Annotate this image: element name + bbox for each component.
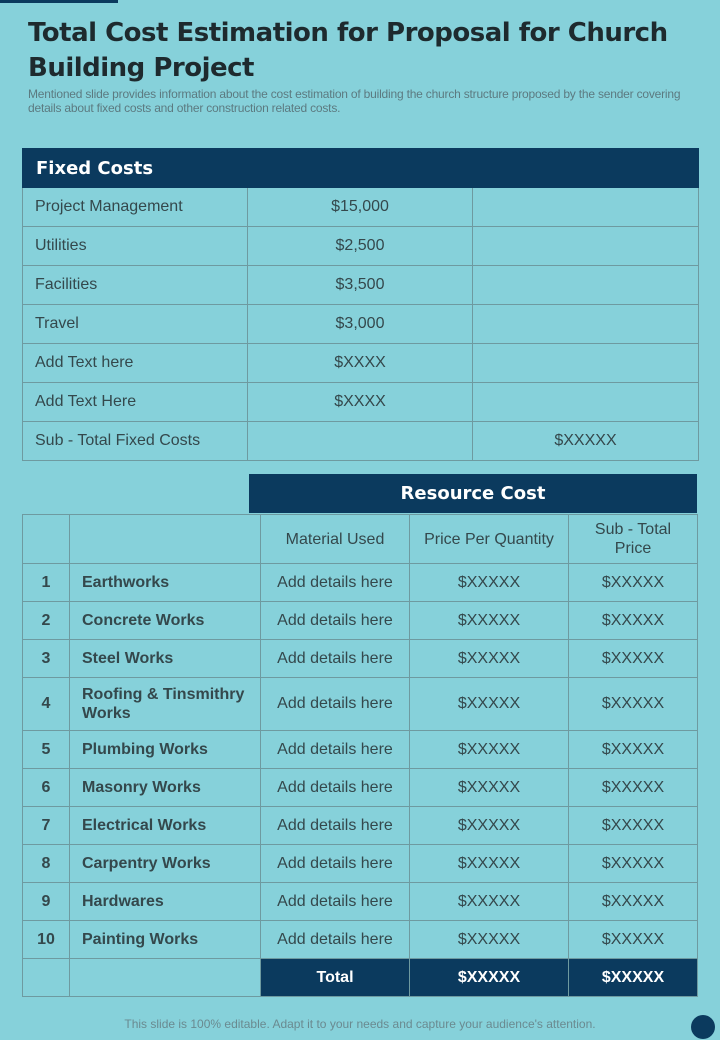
fixed-cost-amount: $2,500 (248, 227, 473, 266)
fixed-cost-label: Utilities (23, 227, 248, 266)
table-row (23, 266, 699, 305)
work-name: Plumbing Works (70, 731, 261, 769)
fixed-cost-subtotal (473, 305, 699, 344)
table-row (23, 769, 698, 807)
row-number: 10 (23, 921, 70, 959)
row-number: 3 (23, 640, 70, 678)
material-used: Add details here (261, 807, 410, 845)
table-row (23, 602, 698, 640)
row-number: 9 (23, 883, 70, 921)
sub-total-price: $XXXXX (569, 845, 698, 883)
price-per-quantity: $XXXXX (410, 769, 569, 807)
resource-cost-table (22, 514, 698, 997)
empty-cell (70, 959, 261, 997)
table-row (23, 731, 698, 769)
fixed-cost-label: Project Management (23, 188, 248, 227)
work-name: Steel Works (70, 640, 261, 678)
table-row (23, 883, 698, 921)
sub-total-price: $XXXXX (569, 602, 698, 640)
row-number: 2 (23, 602, 70, 640)
row-number: 5 (23, 731, 70, 769)
fixed-cost-amount: $3,500 (248, 266, 473, 305)
work-name: Masonry Works (70, 769, 261, 807)
table-row (23, 678, 698, 731)
price-per-quantity: $XXXXX (410, 807, 569, 845)
page-title: Total Cost Estimation for Proposal for Church Building Project (28, 18, 668, 83)
sub-total-price: $XXXXX (569, 678, 698, 731)
fixed-cost-amount: $XXXX (248, 344, 473, 383)
sub-total-price: $XXXXX (569, 731, 698, 769)
work-name: Concrete Works (70, 602, 261, 640)
material-used: Add details here (261, 845, 410, 883)
row-number: 8 (23, 845, 70, 883)
material-used: Add details here (261, 640, 410, 678)
fixed-cost-subtotal (473, 344, 699, 383)
fixed-cost-subtotal (473, 188, 699, 227)
total-row (23, 959, 698, 997)
material-used: Add details here (261, 564, 410, 602)
page-subtitle: Mentioned slide provides information about the cost estimation of building the church structure proposed by the sender covering details about fixed costs and other construction related costs. (28, 87, 681, 115)
footer-note: This slide is 100% editable. Adapt it to your needs and capture your audience's attention. (124, 1017, 596, 1031)
material-used: Add details here (261, 678, 410, 731)
column-header-subtotal: Sub - Total Price (569, 515, 698, 564)
fixed-cost-label: Travel (23, 305, 248, 344)
row-number: 1 (23, 564, 70, 602)
work-name: Roofing & Tinsmithry Works (70, 678, 261, 731)
row-number: 7 (23, 807, 70, 845)
sub-total-price: $XXXXX (569, 883, 698, 921)
fixed-costs-header: Fixed Costs (23, 149, 699, 188)
table-row (23, 227, 699, 266)
table-row (23, 188, 699, 227)
price-per-quantity: $XXXXX (410, 883, 569, 921)
column-header-row (23, 515, 698, 564)
fixed-cost-subtotal (473, 383, 699, 422)
fixed-cost-label: Sub - Total Fixed Costs (23, 422, 248, 461)
price-per-quantity: $XXXXX (410, 564, 569, 602)
row-number: 4 (23, 678, 70, 731)
fixed-cost-amount: $3,000 (248, 305, 473, 344)
empty-cell (23, 959, 70, 997)
fixed-cost-amount: $15,000 (248, 188, 473, 227)
fixed-cost-subtotal: $XXXXX (473, 422, 699, 461)
top-accent-bar (0, 0, 118, 3)
sub-total-price: $XXXXX (569, 807, 698, 845)
work-name: Carpentry Works (70, 845, 261, 883)
price-per-quantity: $XXXXX (410, 921, 569, 959)
empty-cell (23, 515, 70, 564)
table-row (23, 807, 698, 845)
empty-cell (70, 515, 261, 564)
material-used: Add details here (261, 883, 410, 921)
sub-total-price: $XXXXX (569, 921, 698, 959)
material-used: Add details here (261, 769, 410, 807)
fixed-cost-label: Add Text here (23, 344, 248, 383)
fixed-cost-subtotal (473, 266, 699, 305)
fixed-cost-label: Add Text Here (23, 383, 248, 422)
table-row (23, 564, 698, 602)
price-per-quantity: $XXXXX (410, 731, 569, 769)
work-name: Electrical Works (70, 807, 261, 845)
sub-total-price: $XXXXX (569, 640, 698, 678)
column-header-price: Price Per Quantity (410, 515, 569, 564)
material-used: Add details here (261, 921, 410, 959)
total-price: $XXXXX (410, 959, 569, 997)
row-number: 6 (23, 769, 70, 807)
table-row (23, 921, 698, 959)
work-name: Painting Works (70, 921, 261, 959)
table-row (23, 845, 698, 883)
table-row (23, 383, 699, 422)
price-per-quantity: $XXXXX (410, 602, 569, 640)
subtotal-row (23, 422, 699, 461)
sub-total-price: $XXXXX (569, 564, 698, 602)
total-subtotal: $XXXXX (569, 959, 698, 997)
resource-cost-header: Resource Cost (249, 474, 697, 513)
work-name: Hardwares (70, 883, 261, 921)
price-per-quantity: $XXXXX (410, 845, 569, 883)
price-per-quantity: $XXXXX (410, 678, 569, 731)
circle-icon (691, 1015, 715, 1039)
table-row (23, 305, 699, 344)
price-per-quantity: $XXXXX (410, 640, 569, 678)
fixed-cost-label: Facilities (23, 266, 248, 305)
table-row (23, 344, 699, 383)
sub-total-price: $XXXXX (569, 769, 698, 807)
column-header-material: Material Used (261, 515, 410, 564)
table-row (23, 640, 698, 678)
work-name: Earthworks (70, 564, 261, 602)
material-used: Add details here (261, 602, 410, 640)
fixed-cost-subtotal (473, 227, 699, 266)
total-label: Total (261, 959, 410, 997)
fixed-costs-table (22, 148, 699, 461)
material-used: Add details here (261, 731, 410, 769)
fixed-cost-amount: $XXXX (248, 383, 473, 422)
fixed-cost-amount (248, 422, 473, 461)
